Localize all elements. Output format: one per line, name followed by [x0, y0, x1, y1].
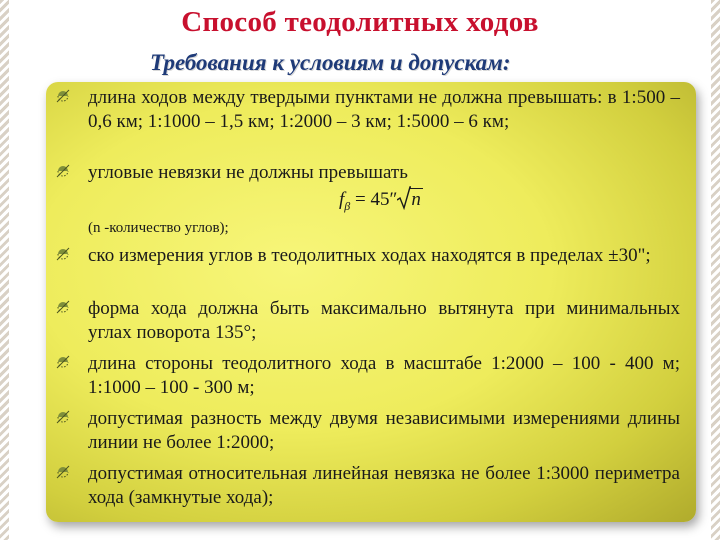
- bullet-icon: [56, 247, 70, 261]
- bullet-icon: [56, 164, 70, 178]
- sqrt-sign-icon: [397, 186, 411, 210]
- list-item: [54, 297, 680, 345]
- list-item: [54, 161, 680, 185]
- bullet-icon: [56, 410, 70, 424]
- left-decorative-stripe: [0, 0, 9, 540]
- list-item: [54, 86, 680, 134]
- item-text: ско измерения углов в теодолитных ходах находятся в пределах ±30";: [88, 245, 651, 266]
- list-item: [54, 244, 680, 268]
- bullet-icon: [56, 300, 70, 314]
- slide-title: Способ теодолитных ходов: [181, 6, 539, 38]
- bullet-icon: [56, 465, 70, 479]
- right-decorative-stripe: [711, 0, 720, 540]
- item-text: угловые невязки не должны превышать: [88, 162, 408, 183]
- formula-note: (n -количество углов);: [88, 220, 229, 236]
- bullet-icon: [56, 355, 70, 369]
- list-item: [54, 352, 680, 400]
- item-text: форма хода должна быть максимально вытянута при минимальных углах поворота 135°;: [88, 298, 680, 343]
- list-item: [54, 407, 680, 455]
- list-item: [54, 462, 680, 510]
- item-text: допустимая разность между двумя независимыми измерениями длины линии не более 1:2000;: [88, 408, 680, 453]
- item-text: длина стороны теодолитного хода в масштабе 1:2000 – 100 - 400 м; 1:1000 – 100 - 300 м;: [88, 353, 680, 398]
- bullet-icon: [56, 89, 70, 103]
- formula: $f_\beta = 45''$ n: [339, 188, 423, 214]
- item-text: допустимая относительная линейная невязка не более 1:3000 периметра хода (замкнутые хода);: [88, 463, 680, 508]
- sqrt: n: [397, 188, 423, 211]
- slide-subtitle: Требования к условиям и допускам:: [150, 50, 511, 75]
- item-text: длина ходов между твердыми пунктами не должна превышать: в 1:500 – 0,6 км; 1:1000 – 1,5 км; 1:2000 – 3 км; 1:5000 – 6 км;: [88, 87, 680, 132]
